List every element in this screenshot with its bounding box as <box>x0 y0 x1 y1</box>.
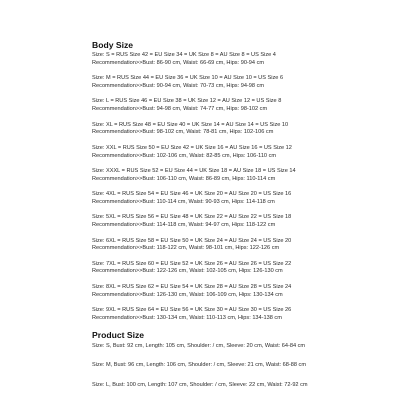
product-size-section <box>92 330 410 389</box>
size-conversion-line: Size: M = RUS Size 44 = EU Size 36 = UK Size 10 = AU Size 10 = US Size 6 <box>92 75 284 82</box>
body-size-section <box>92 40 410 323</box>
size-recommendation-line: Recommendation>>Bust: 126-130 cm, Waist: 106-109 cm, Hips: 130-134 cm <box>92 291 283 298</box>
size-recommendation-line: Recommendation>>Bust: 110-114 cm, Waist: 90-93 cm, Hips: 114-118 cm <box>92 198 275 205</box>
body-size-entry <box>92 52 410 68</box>
size-conversion-line: Size: 8XL = RUS Size 62 = EU Size 54 = UK Size 28 = AU Size 28 = US Size 24 <box>92 283 292 290</box>
body-size-entry <box>92 98 410 114</box>
product-size-entry: Size: S, Bust: 92 cm, Length: 105 cm, Shoulder: / cm, Sleeve: 20 cm, Waist: 64-84 cm <box>92 343 306 350</box>
body-size-list <box>92 52 410 323</box>
body-size-entry <box>92 307 410 323</box>
size-recommendation-line: Recommendation>>Bust: 122-126 cm, Waist: 102-105 cm, Hips: 126-130 cm <box>92 268 283 275</box>
size-recommendation-line: Recommendation>>Bust: 98-102 cm, Waist: 78-81 cm, Hips: 102-106 cm <box>92 129 274 136</box>
body-size-entry <box>92 261 410 277</box>
size-conversion-line: Size: 7XL = RUS Size 60 = EU Size 52 = UK Size 26 = AU Size 26 = US Size 22 <box>92 260 292 267</box>
size-recommendation-line: Recommendation>>Bust: 114-118 cm, Waist: 94-97 cm, Hips: 118-122 cm <box>92 222 276 229</box>
size-conversion-line: Size: XXXL = RUS Size 52 = EU Size 44 = UK Size 18 = AU Size 18 = US Size 14 <box>92 167 296 174</box>
size-recommendation-line: Recommendation>>Bust: 130-134 cm, Waist: 110-113 cm, Hips: 134-138 cm <box>92 314 282 321</box>
body-size-entry <box>92 238 410 254</box>
size-conversion-line: Size: XL = RUS Size 48 = EU Size 40 = UK Size 14 = AU Size 14 = US Size 10 <box>92 121 289 128</box>
product-size-entry: Size: L, Bust: 100 cm, Length: 107 cm, Shoulder: / cm, Sleeve: 22 cm, Waist: 72-92 cm <box>92 381 308 388</box>
size-recommendation-line: Recommendation>>Bust: 90-94 cm, Waist: 70-73 cm, Hips: 94-98 cm <box>92 82 265 89</box>
body-size-entry <box>92 122 410 138</box>
size-recommendation-line: Recommendation>>Bust: 102-106 cm, Waist: 82-85 cm, Hips: 106-110 cm <box>92 152 277 159</box>
body-size-entry <box>92 284 410 300</box>
body-size-entry <box>92 168 410 184</box>
body-size-title: Body Size <box>92 40 134 50</box>
size-conversion-line: Size: L = RUS Size 46 = EU Size 38 = UK Size 12 = AU Size 12 = US Size 8 <box>92 98 282 105</box>
size-conversion-line: Size: 9XL = RUS Size 64 = EU Size 56 = UK Size 30 = AU Size 30 = US Size 26 <box>92 307 292 314</box>
size-conversion-line: Size: S = RUS Size 42 = EU Size 34 = UK Size 8 = AU Size 8 = US Size 4 <box>92 52 276 58</box>
body-size-entry <box>92 191 410 207</box>
product-size-list <box>92 343 410 389</box>
body-size-entry <box>92 75 410 91</box>
size-conversion-line: Size: XXL = RUS Size 50 = EU Size 42 = UK Size 16 = AU Size 16 = US Size 12 <box>92 144 292 151</box>
size-conversion-line: Size: 5XL = RUS Size 56 = EU Size 48 = UK Size 22 = AU Size 22 = US Size 18 <box>92 214 292 221</box>
product-size-title: Product Size <box>92 330 145 341</box>
product-size-entry: Size: M, Bust: 96 cm, Length: 106 cm, Shoulder: / cm, Sleeve: 21 cm, Waist: 68-88 cm <box>92 362 306 369</box>
body-size-entry <box>92 145 410 161</box>
size-recommendation-line: Recommendation>>Bust: 106-110 cm, Waist: 86-89 cm, Hips: 110-114 cm <box>92 175 276 182</box>
size-recommendation-line: Recommendation>>Bust: 94-98 cm, Waist: 74-77 cm, Hips: 98-102 cm <box>92 106 268 113</box>
size-conversion-line: Size: 6XL = RUS Size 58 = EU Size 50 = UK Size 24 = AU Size 24 = US Size 20 <box>92 237 292 244</box>
body-size-entry <box>92 214 410 230</box>
size-conversion-line: Size: 4XL = RUS Size 54 = EU Size 46 = UK Size 20 = AU Size 20 = US Size 16 <box>92 191 292 198</box>
size-chart <box>92 40 410 401</box>
size-recommendation-line: Recommendation>>Bust: 118-122 cm, Waist: 98-101 cm, Hips: 122-126 cm <box>92 245 280 252</box>
size-recommendation-line: Recommendation>>Bust: 86-90 cm, Waist: 66-69 cm, Hips: 90-94 cm <box>92 59 265 66</box>
